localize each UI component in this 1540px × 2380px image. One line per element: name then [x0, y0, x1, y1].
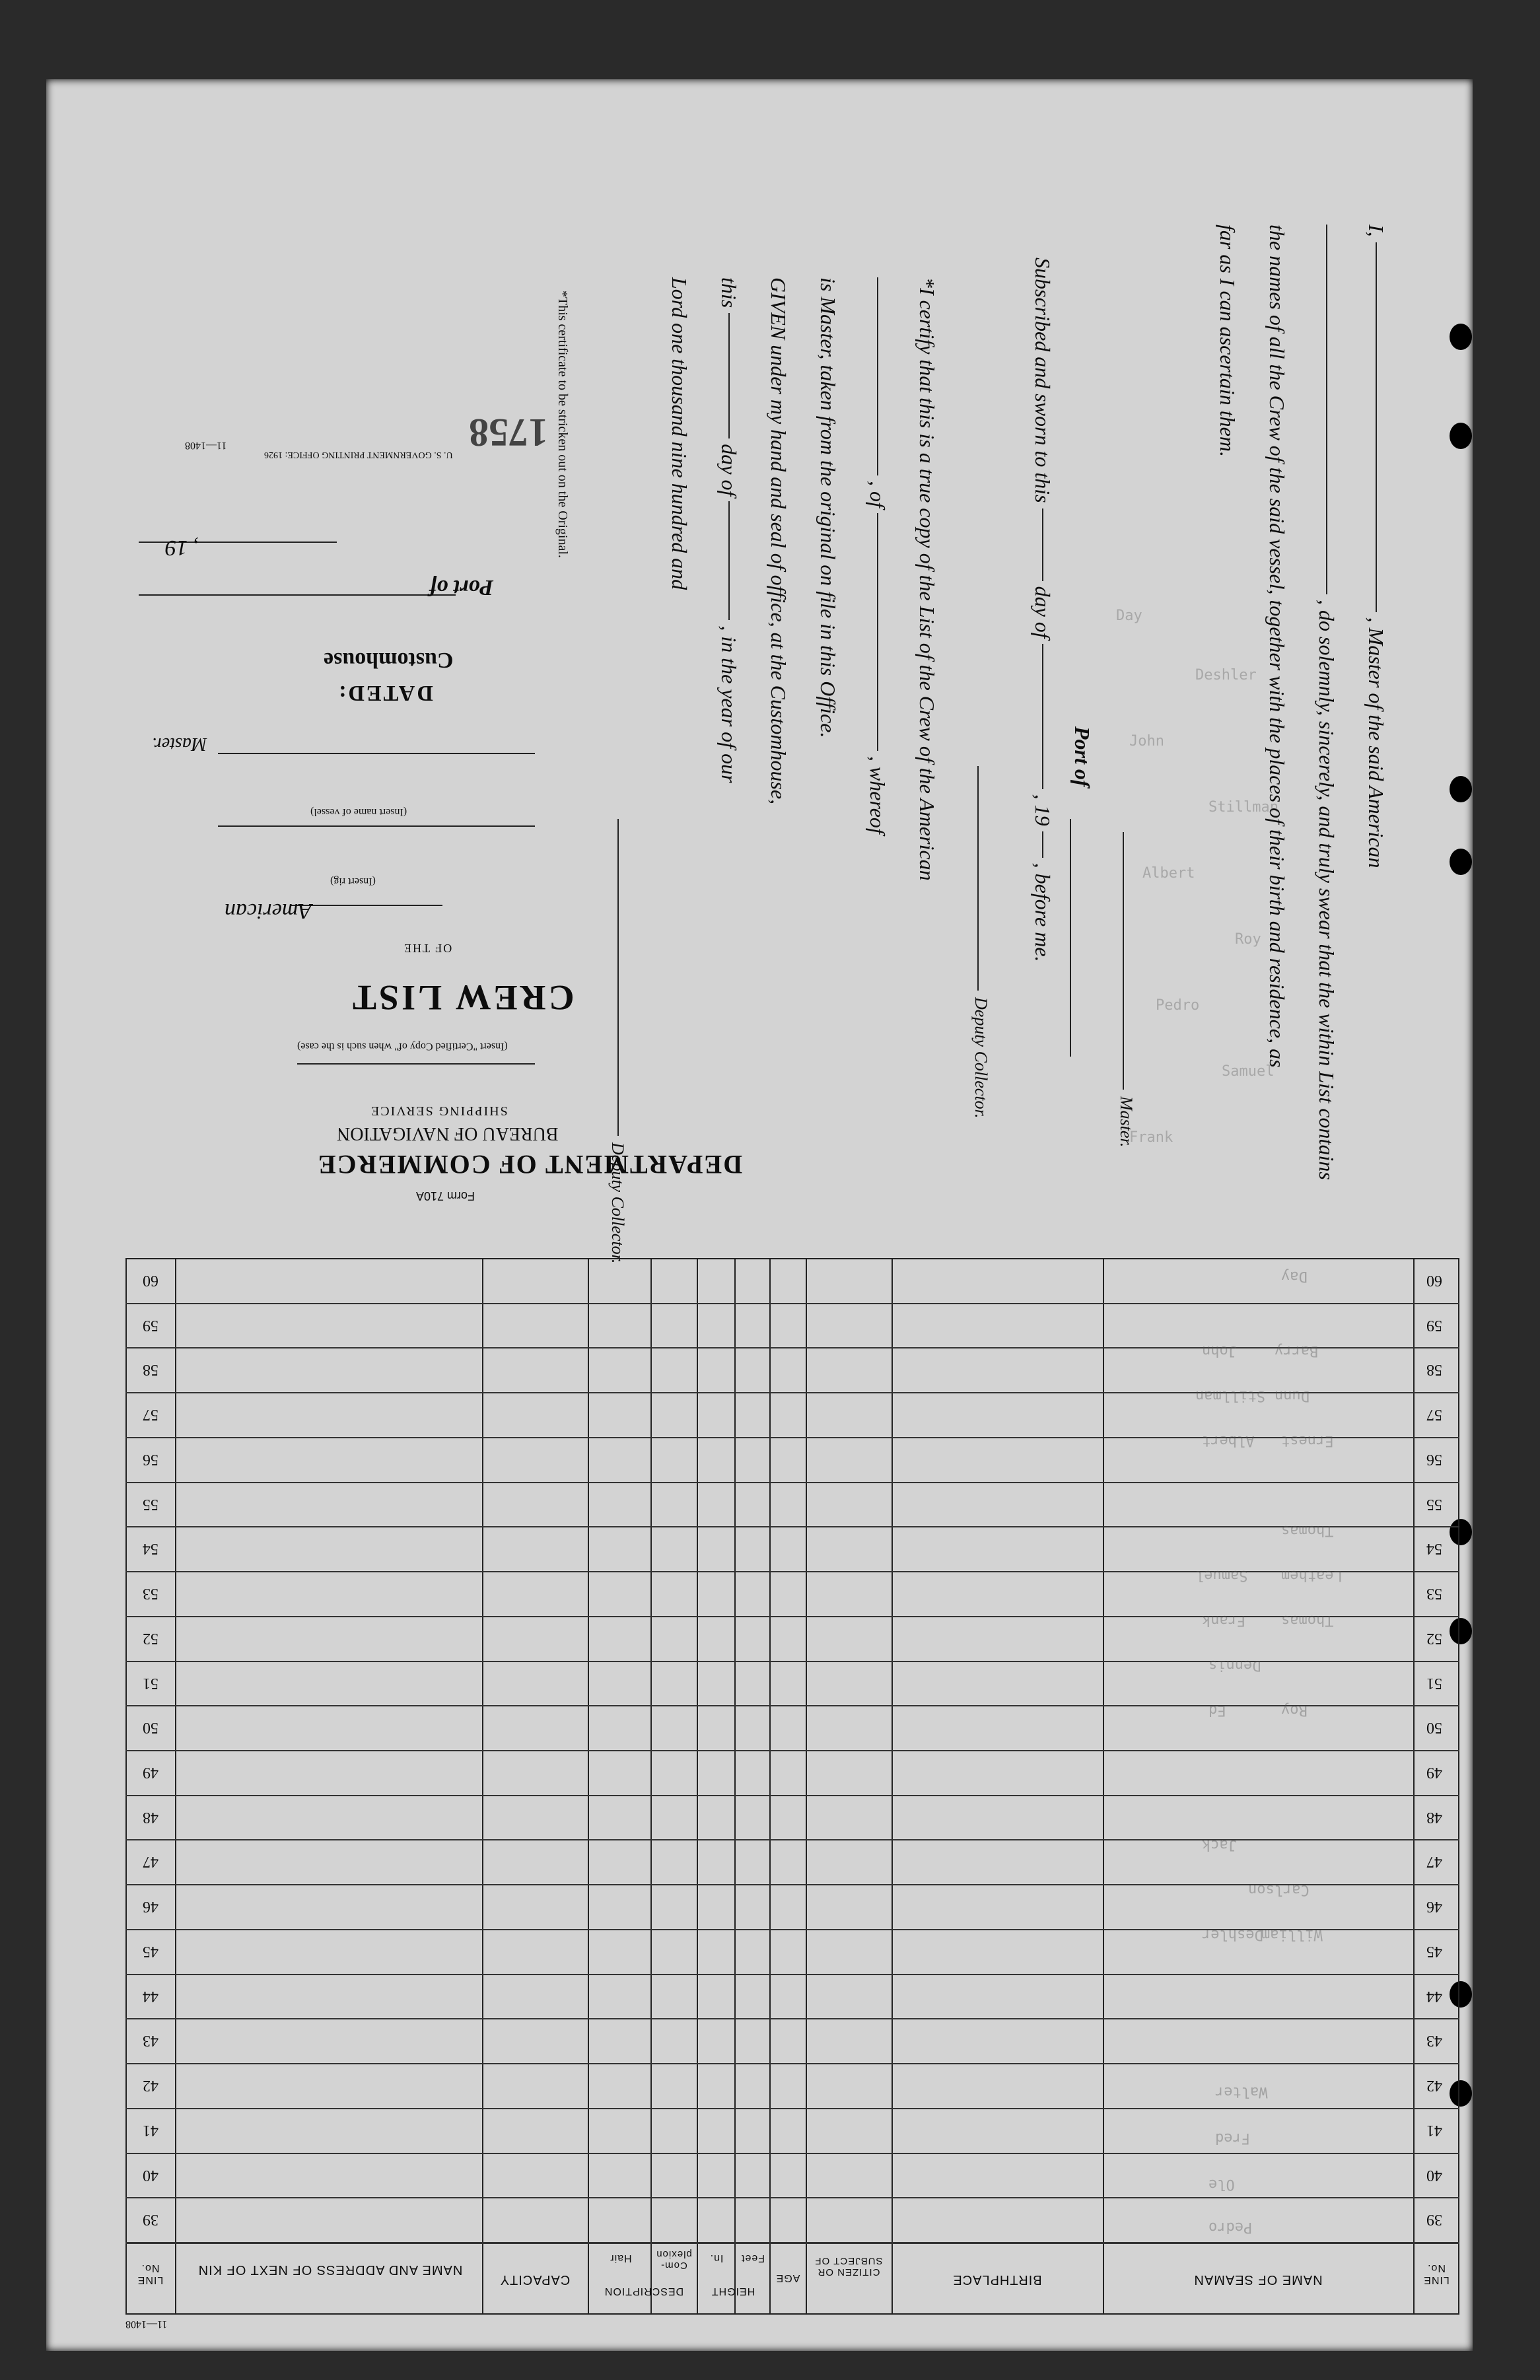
certificate-of: , of	[866, 481, 890, 508]
bleed-text: Deshler	[1202, 1926, 1263, 1943]
col-divider	[734, 1258, 736, 2315]
bleed-text: Albert	[1202, 1432, 1255, 1449]
line-number-right: 49	[1426, 1763, 1442, 1781]
certificate-in-year: , in the year of our	[717, 625, 741, 783]
crew-table	[125, 1258, 1459, 2330]
form-number: Form 710A	[416, 1189, 475, 1203]
line-number-left: 40	[143, 2166, 158, 2184]
bleed-text: Barry	[1275, 1343, 1319, 1359]
line-number-left: 60	[143, 1271, 158, 1289]
header-feet: Feet	[741, 2253, 765, 2264]
oath-deputy-rule	[977, 766, 979, 991]
header-birthplace: BIRTHPLACE	[952, 2272, 1042, 2287]
certificate-is-master: is Master, taken from the original on file in this Office.	[816, 277, 840, 738]
header-height: HEIGHT	[711, 2286, 755, 2297]
customhouse-label: Customhouse	[324, 648, 454, 672]
col-divider	[892, 1258, 893, 2315]
header-divider	[125, 2242, 1459, 2244]
oath-subscribed: Subscribed and sworn to this	[1031, 258, 1055, 503]
bleed-text: Dunn	[1275, 1387, 1310, 1404]
oath-master-american: , Master of the said American	[1364, 617, 1388, 868]
line-number-right: 52	[1426, 1629, 1442, 1647]
bleed-text: Day	[1116, 608, 1142, 624]
line-number-left: 47	[143, 1852, 158, 1870]
port-rule	[139, 594, 456, 596]
line-number-left: 59	[143, 1316, 158, 1334]
line-number-right: 51	[1426, 1674, 1442, 1692]
line-number-left: 50	[143, 1718, 158, 1736]
line-number-right: 55	[1426, 1495, 1442, 1513]
year-19-label: , 19	[165, 536, 199, 560]
col-divider	[588, 1258, 589, 2315]
crew-list-title: CREW LIST	[350, 978, 575, 1018]
bleed-text: Fred	[1215, 2130, 1250, 2146]
certificate-deputy: Deputy Collector.	[608, 1142, 627, 1264]
service-title: SHIPPING SERVICE	[370, 1103, 508, 1118]
line-number-left: 42	[143, 2076, 158, 2094]
punch-hole	[1450, 324, 1472, 350]
certificate-footnote: *This certificate to be stricken out on the Original.	[555, 291, 570, 558]
oath-line2-text: , do solemnly, sincerely, and truly swear that the within List contains	[1315, 600, 1339, 1180]
line-number-right: 57	[1426, 1405, 1442, 1423]
line-number-right: 46	[1426, 1897, 1442, 1915]
bleed-text: Frank	[1202, 1612, 1246, 1628]
bleed-text: Samuel	[1195, 1567, 1248, 1584]
oath-before-me: , before me.	[1031, 862, 1055, 962]
bleed-text: John	[1129, 733, 1164, 750]
line-number-left: 58	[143, 1360, 158, 1378]
bleed-text: Stillman	[1195, 1387, 1265, 1404]
vessel-rule	[218, 825, 535, 827]
bleed-text: Roy	[1281, 1702, 1308, 1718]
certificate-this: this	[717, 277, 741, 308]
crew-list-sheet	[46, 79, 1473, 2351]
col-divider	[769, 1258, 771, 2315]
oath-line3: the names of all the Crew of the said vessel, together with the places of their birth and residence, as	[1265, 225, 1289, 1068]
line-number-right: 56	[1426, 1450, 1442, 1468]
of-the-label: OF THE	[403, 942, 452, 955]
master-label: Master.	[152, 734, 207, 754]
bleed-text: Frank	[1129, 1129, 1173, 1146]
bleed-text: Pedro	[1156, 997, 1200, 1014]
oath-year: , 19	[1031, 794, 1055, 826]
header-description: DESCRIPTION	[604, 2286, 684, 2297]
header-citizen: CITIZEN OR SUBJECT OF	[814, 2255, 883, 2278]
certificate-whereof: , whereof	[866, 755, 890, 834]
bleed-text: Ole	[1208, 2176, 1235, 2192]
stamp-number: 1758	[469, 411, 548, 454]
line-number-left: 55	[143, 1495, 158, 1513]
line-number-right: 58	[1426, 1360, 1442, 1378]
col-divider	[1103, 1258, 1104, 2315]
header-next-of-kin: NAME AND ADDRESS OF NEXT OF KIN	[197, 2262, 463, 2277]
line-number-left: 43	[143, 2031, 158, 2049]
bleed-text: Pedro	[1208, 2219, 1253, 2235]
department-title: DEPARTMENT OF COMMERCE	[317, 1150, 743, 1179]
printer-line: U. S. GOVERNMENT PRINTING OFFICE: 1926	[264, 450, 453, 460]
punch-hole	[1450, 776, 1472, 802]
line-number-left: 49	[143, 1763, 158, 1781]
line-number-right: 43	[1426, 2031, 1442, 2049]
oath-subscribed-line	[1030, 258, 1055, 962]
certificate-this-day	[717, 277, 741, 783]
line-number-left: 54	[143, 1539, 158, 1557]
col-divider	[697, 1258, 698, 2315]
line-number-right: 42	[1426, 2076, 1442, 2094]
bleed-text: Albert	[1142, 865, 1195, 882]
name-bleed-through	[1116, 1258, 1407, 2242]
bureau-title: BUREAU OF NAVIGATION	[337, 1123, 559, 1144]
certificate-deputy-rule	[617, 819, 619, 1136]
american-label: American	[225, 899, 312, 923]
header-line-no-left: LINE No.	[137, 2262, 164, 2286]
line-number-right: 45	[1426, 1942, 1442, 1960]
bleed-text: Samuel	[1222, 1063, 1275, 1080]
line-number-left: 46	[143, 1897, 158, 1915]
line-number-right: 50	[1426, 1718, 1442, 1736]
col-divider	[650, 1258, 652, 2315]
insert-rig-note: (Insert rig)	[330, 876, 376, 887]
punch-hole	[1450, 423, 1472, 449]
col-divider	[175, 1258, 176, 2315]
line-number-left: 48	[143, 1808, 158, 1826]
line-number-left: 44	[143, 1987, 158, 2005]
punch-hole	[1450, 849, 1472, 875]
oath-deputy: Deputy Collector.	[971, 997, 991, 1119]
line-number-right: 41	[1426, 2121, 1442, 2139]
col-divider	[482, 1258, 483, 2315]
certificate-of-whereof	[865, 277, 890, 834]
dated-label: DATED:	[337, 681, 433, 705]
header-capacity: CAPACITY	[499, 2272, 571, 2287]
line-number-right: 53	[1426, 1584, 1442, 1602]
master-rule	[218, 753, 535, 754]
bleed-text: Ed	[1208, 1702, 1226, 1718]
bleed-text: William	[1261, 1926, 1323, 1943]
bleed-text: Thomas	[1281, 1522, 1334, 1539]
header-age: AGE	[775, 2272, 800, 2284]
header-hair: Hair	[610, 2253, 632, 2264]
header-name: NAME OF SEAMAN	[1193, 2272, 1323, 2287]
insert-vessel-note: (Insert name of vessel)	[310, 806, 407, 818]
oath-master: Master.	[1117, 1096, 1136, 1148]
bleed-text: Jack	[1202, 1837, 1237, 1853]
bleed-through	[1103, 608, 1433, 1202]
certified-copy-note: (Insert "Certified Copy of" when such is the case)	[297, 1041, 508, 1052]
form-code: 11—1408	[185, 440, 227, 451]
certificate-given: GIVEN under my hand and seal of office, at the Customhouse,	[767, 277, 790, 805]
line-number-right: 60	[1426, 1271, 1442, 1289]
line-number-right: 54	[1426, 1539, 1442, 1557]
bleed-text: Thomas	[1281, 1612, 1334, 1628]
bleed-text: Deshler	[1195, 667, 1257, 683]
line-number-right: 48	[1426, 1808, 1442, 1826]
line-number-left: 56	[143, 1450, 158, 1468]
header-complexion: Com-plexion	[656, 2249, 692, 2271]
rig-rule	[291, 905, 442, 906]
bleed-text: Ernest	[1281, 1432, 1334, 1449]
line-number-right: 44	[1426, 1987, 1442, 2005]
bleed-text: Dennis	[1208, 1657, 1261, 1673]
certificate-lord: Lord one thousand nine hundred and	[668, 277, 691, 590]
bleed-text: Carlson	[1248, 1881, 1310, 1898]
line-number-right: 59	[1426, 1316, 1442, 1334]
line-number-right: 47	[1426, 1852, 1442, 1870]
oath-line4: far as I can ascertain them.	[1216, 225, 1240, 457]
line-number-left: 52	[143, 1629, 158, 1647]
line-number-left: 41	[143, 2121, 158, 2139]
bleed-text: Leathem	[1281, 1567, 1343, 1584]
oath-port-of: Port of	[1070, 726, 1094, 787]
line-number-left: 57	[143, 1405, 158, 1423]
certificate-day-of: day of	[717, 444, 741, 497]
line-number-left: 45	[143, 1942, 158, 1960]
bleed-text: John	[1202, 1343, 1237, 1359]
oath-day-of: day of	[1031, 586, 1055, 639]
line-number-right: 39	[1426, 2210, 1442, 2228]
certified-copy-rule	[297, 1063, 535, 1065]
bottom-form-code: 11—1408	[125, 2319, 168, 2330]
col-divider	[1413, 1258, 1415, 2315]
bleed-text: Roy	[1235, 931, 1261, 948]
line-number-left: 53	[143, 1584, 158, 1602]
line-number-left: 51	[143, 1674, 158, 1692]
oath-i: I,	[1364, 225, 1388, 237]
bleed-text: Day	[1281, 1268, 1308, 1284]
bleed-text: Stillman	[1208, 799, 1278, 816]
header-line-no: LINE No.	[1423, 2262, 1450, 2286]
bleed-text: Walter	[1215, 2083, 1268, 2100]
header-inches: In.	[709, 2253, 724, 2264]
line-number-left: 39	[143, 2210, 158, 2228]
col-divider	[806, 1258, 807, 2315]
line-number-right: 40	[1426, 2166, 1442, 2184]
certificate-line1: *I certify that this is a true copy of the List of the Crew of the American	[915, 277, 939, 881]
port-of-label: Port of	[429, 575, 494, 600]
oath-port-rule	[1070, 819, 1071, 1057]
